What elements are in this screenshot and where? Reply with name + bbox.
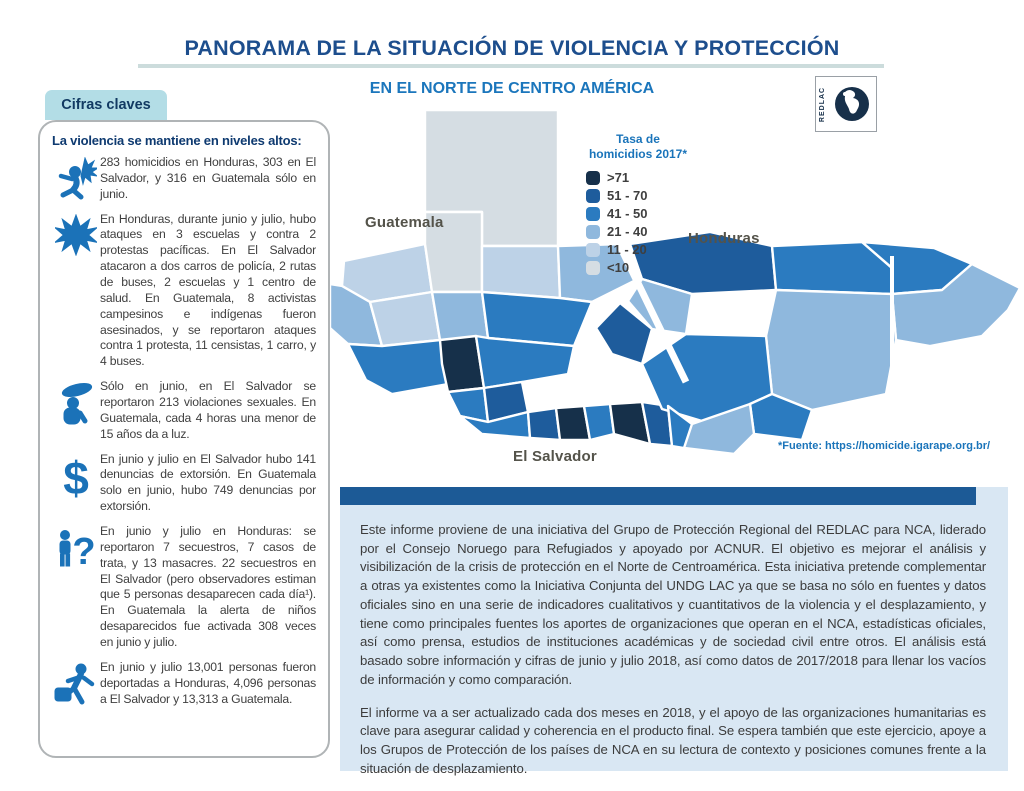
svg-text:?: ? bbox=[72, 531, 96, 573]
deportation-icon bbox=[52, 660, 100, 710]
legend-swatch bbox=[586, 243, 600, 257]
legend-swatch bbox=[586, 225, 600, 239]
list-item bbox=[52, 452, 316, 515]
map-source-link[interactable]: *Fuente: https://homicide.igarape.org.br/ bbox=[778, 440, 991, 452]
page-title: PANORAMA DE LA SITUACIÓN DE VIOLENCIA Y PROTECCIÓN bbox=[184, 36, 840, 60]
extortion-dollar-icon bbox=[52, 452, 100, 504]
key-figures-heading: La violencia se mantiene en niveles altos: bbox=[52, 133, 302, 148]
guatemala-label: Guatemala bbox=[365, 214, 444, 231]
legend-entry: >71 bbox=[586, 170, 708, 185]
legend-swatch bbox=[586, 171, 600, 185]
el-salvador-label: El Salvador bbox=[513, 448, 597, 465]
panel-header-bar bbox=[340, 487, 976, 505]
key-figure-text: En junio y julio en Honduras: se reportaron 7 secuestros, 7 casos de trata, y 13 masacres. 22 secuestros en El Salvador (pero observadores estiman que 5 personas desaparecen cada día¹). En Guatemala la alerta de niños desaparecidos fue activada 308 veces en junio y julio. bbox=[100, 524, 316, 650]
homicide-rate-map bbox=[330, 96, 1022, 484]
report-paragraph: Este informe proviene de una iniciativa del Grupo de Protección Regional del REDLAC para NCA, liderado por el Consejo Noruego para Refugiados y apoyado por ACNUR. El objetivo es mejorar el análisis y visibilización de la crisis de protección en el Norte de Centroamérica. Esta iniciativa pretende complementar a otras ya existentes como la Iniciativa Conjunta del UNDG LAC ya que se basa no sólo en fuentes y datos oficiales sino en una serie de indicadores cualitativos y cuantitativos de la violencia y el desplazamiento, y tiene como principales fuentes los aportes de organizaciones que operan en el NCA, estadísticas oficiales, así como prensa, estudios de instituciones académicas y de sociedad civil entre otros. El análisis está basado sobre información y cifras de junio y julio 2018, así como datos de 2017/2018 para llenar los vacíos de información y como comparación. bbox=[360, 522, 986, 687]
key-figure-text: 283 homicidios en Honduras, 303 en El Salvador, y 316 en Guatemala sólo en junio. bbox=[100, 155, 316, 201]
homicide-victim-icon bbox=[52, 155, 100, 201]
key-figure-text: Sólo en junio, en El Salvador se reportaron 213 violaciones sexuales. En Guatemala, cada 4 horas una menor de 15 años da a luz. bbox=[100, 379, 316, 441]
page-subtitle: EN EL NORTE DE CENTRO AMÉRICA bbox=[369, 80, 655, 97]
report-panel bbox=[340, 487, 1008, 776]
legend-title: Tasa de homicidios 2017* bbox=[588, 132, 688, 161]
legend-swatch bbox=[586, 261, 600, 275]
redlac-logo-text: REDLAC bbox=[819, 86, 827, 122]
title-underline bbox=[138, 64, 884, 68]
cifras-claves-tab: Cifras claves bbox=[45, 90, 167, 120]
key-figure-text: En junio y julio en El Salvador hubo 141 denuncias de extorsión. En Guatemala solo en junio, hubo 749 denuncias por extorsión. bbox=[100, 451, 316, 514]
key-figures-box bbox=[38, 120, 330, 758]
honduras-label: Honduras bbox=[688, 230, 760, 247]
legend-swatch bbox=[586, 189, 600, 203]
list-item bbox=[52, 379, 316, 442]
legend-swatch bbox=[586, 207, 600, 221]
list-item bbox=[52, 155, 316, 203]
missing-person-icon bbox=[52, 524, 100, 572]
attack-burst-icon bbox=[52, 212, 100, 256]
key-figure-text: En junio y julio 13,001 personas fueron deportadas a Honduras, 4,096 personas a El Salvador y 13,313 a Guatemala. bbox=[100, 659, 316, 706]
list-item bbox=[52, 524, 316, 651]
report-paragraph: El informe va a ser actualizado cada dos meses en 2018, y el apoyo de las organizaciones humanitarias es clave para asegurar calidad y coherencia en el producto final. Se espera también que este ejercicio, apoye a los Grupos de Protección de los países de NCA en su lectura de contexto y posiciones comunes frente a la situación de desplazamiento. bbox=[360, 704, 986, 776]
legend-entry: 41 - 50 bbox=[586, 206, 708, 221]
legend-entry: 21 - 40 bbox=[586, 224, 708, 239]
map-legend bbox=[568, 132, 708, 278]
svg-text:$: $ bbox=[63, 453, 89, 504]
list-item bbox=[52, 212, 316, 371]
el-salvador-region bbox=[448, 382, 672, 446]
list-item bbox=[52, 660, 316, 710]
legend-entry: 51 - 70 bbox=[586, 188, 708, 203]
legend-entry: 11 - 20 bbox=[586, 242, 708, 257]
sexual-violence-icon bbox=[52, 379, 100, 427]
key-figure-text: En Honduras, durante junio y julio, hubo ataques en 3 escuelas y contra 2 protestas pacíficas. En El Salvador atacaron a dos carros de policía, 2 rutas de buses, 2 escuelas y 1 centro de salud. En Guatemala, 8 activistas campesinos e indígenas fueron asesinados, y se reportaron ataques contra 1 protesta, 11 censistas, 1 carro, y 4 buses. bbox=[100, 211, 316, 369]
legend-entry: <10 bbox=[586, 260, 708, 275]
